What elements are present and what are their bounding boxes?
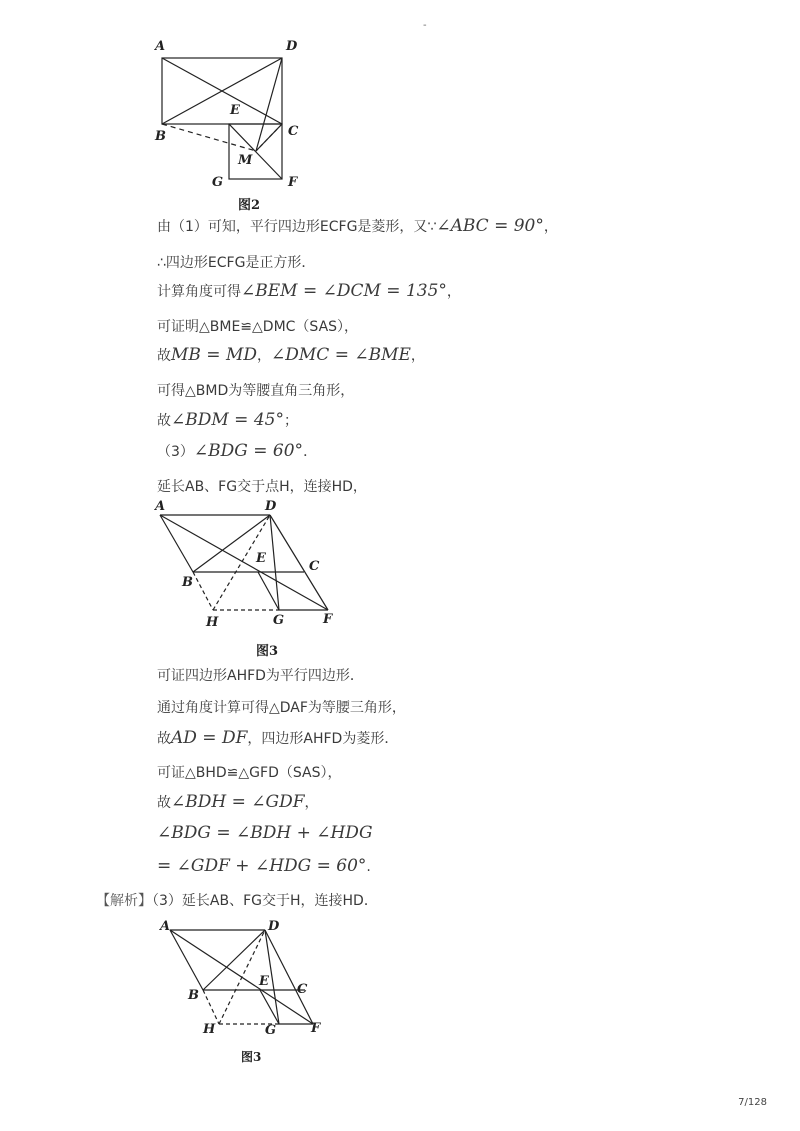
fig3a-label-c: C xyxy=(309,559,320,574)
fig3a-caption: 图3 xyxy=(256,644,279,659)
fig2-caption: 图2 xyxy=(238,198,261,213)
solution-line-4: 可证明△BME≌△DMC（SAS）， xyxy=(157,319,359,335)
fig3b-label-f: F xyxy=(311,1021,321,1036)
solution-line-7: 故∠BDM = 45°； xyxy=(157,410,298,430)
fig3b-label-a: A xyxy=(160,919,171,934)
solution-line-5: 故MB = MD，∠DMC = ∠BME， xyxy=(157,345,425,365)
solution-line-9: 延长AB、FG交于点H，连接HD， xyxy=(157,479,367,495)
proof-line-6: ∠BDG = ∠BDH + ∠HDG xyxy=(157,823,373,843)
fig2-label-g: G xyxy=(212,175,224,190)
fig3a-label-h: H xyxy=(206,615,219,630)
fig2-label-c: C xyxy=(288,124,299,139)
proof-line-4: 可证△BHD≌△GFD（SAS）， xyxy=(157,765,342,781)
figure-3-second xyxy=(155,918,330,1043)
fig3a-label-d: D xyxy=(265,499,277,514)
fig3a-label-a: A xyxy=(155,499,166,514)
proof-line-5: 故∠BDH = ∠GDF， xyxy=(157,792,319,812)
fig2-label-m: M xyxy=(238,153,253,168)
fig3a-label-g: G xyxy=(273,613,285,628)
figure-3-first xyxy=(150,496,340,631)
solution-line-6: 可得△BMD为等腰直角三角形， xyxy=(157,383,355,399)
solution-line-3: 计算角度可得∠BEM = ∠DCM = 135°， xyxy=(157,281,461,301)
header-mark: - xyxy=(423,20,427,31)
fig2-label-a: A xyxy=(155,39,166,54)
page-number: 7/128 xyxy=(738,1097,767,1108)
fig3a-label-e: E xyxy=(256,551,266,566)
fig3b-label-d: D xyxy=(268,919,280,934)
fig3a-label-f: F xyxy=(323,612,333,627)
analysis-tag: 【解析】 xyxy=(96,893,152,909)
fig2-label-d: D xyxy=(286,39,298,54)
fig3b-label-c: C xyxy=(297,982,308,997)
fig2-label-e: E xyxy=(230,103,240,118)
proof-line-2: 通过角度计算可得△DAF为等腰三角形， xyxy=(157,700,406,716)
analysis-line: 【解析】（3）延长AB、FG交于H，连接HD． xyxy=(96,893,378,909)
fig3b-label-b: B xyxy=(188,988,199,1003)
figure-2 xyxy=(150,34,310,194)
fig2-label-b: B xyxy=(155,129,166,144)
fig3b-label-g: G xyxy=(265,1023,277,1038)
proof-line-3: 故AD = DF，四边形AHFD为菱形． xyxy=(157,728,399,748)
solution-line-1: 由（1）可知，平行四边形ECFG是菱形，又∵∠ABC = 90°， xyxy=(157,216,558,236)
proof-line-7: = ∠GDF + ∠HDG = 60°. xyxy=(157,856,371,876)
proof-line-1: 可证四边形AHFD为平行四边形． xyxy=(157,668,364,684)
fig3b-caption: 图3 xyxy=(241,1050,262,1064)
fig3b-label-e: E xyxy=(259,974,269,989)
fig3a-label-b: B xyxy=(182,575,193,590)
solution-line-2: ∴四边形ECFG是正方形． xyxy=(157,255,316,271)
fig2-label-f: F xyxy=(288,175,298,190)
solution-line-8: （3）∠BDG = 60°． xyxy=(157,441,318,461)
fig3b-label-h: H xyxy=(203,1022,216,1037)
